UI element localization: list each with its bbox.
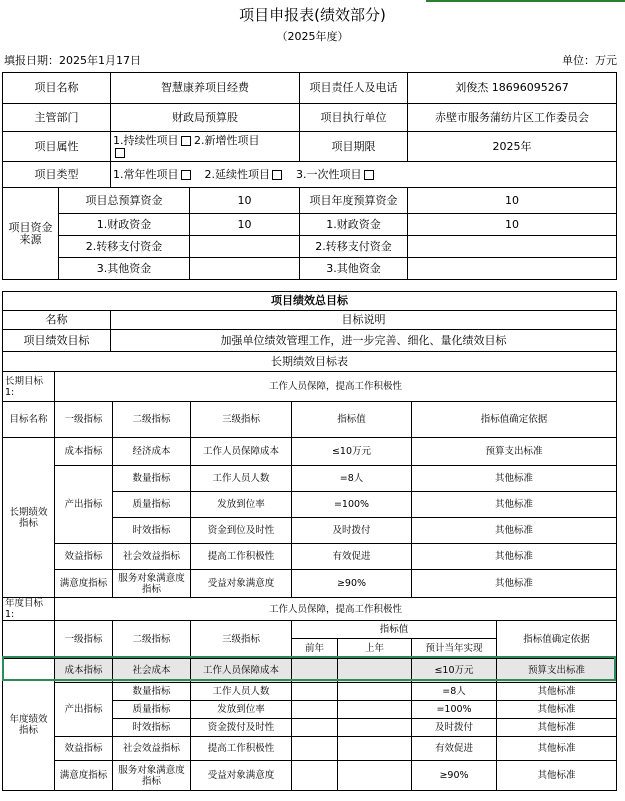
exec-label: 项目执行单位 [300, 104, 408, 132]
year-transfer-cell[interactable] [408, 236, 617, 258]
funds-label: 项目资金来源 [3, 188, 59, 280]
an-prev[interactable] [292, 737, 338, 761]
lt-value[interactable]: 及时拨付 [292, 518, 412, 544]
table-row [3, 737, 617, 761]
type-label: 项目类型 [3, 162, 111, 188]
table-row [3, 761, 617, 791]
type-option-3: 3.一次性项目 [296, 167, 362, 181]
lt-l1: 产出指标 [55, 466, 113, 544]
lt-header-basis: 指标值确定依据 [412, 402, 617, 438]
year-fin-label: 1.财政资金 [300, 214, 408, 236]
an-l2: 数量指标 [113, 683, 191, 701]
lt-header-l3: 三级指标 [191, 402, 292, 438]
an-header-blank [3, 621, 55, 659]
lt-basis[interactable]: 其他标准 [412, 570, 617, 598]
lt-l1: 满意度指标 [55, 570, 113, 598]
year-transfer-label: 2.转移支付资金 [300, 236, 408, 258]
lt-l2: 服务对象满意度指标 [113, 570, 191, 598]
table-row [3, 683, 617, 701]
lt-l2: 社会效益指标 [113, 544, 191, 570]
year-budget-cell[interactable]: 10 [408, 188, 617, 214]
fin-label: 1.财政资金 [59, 214, 190, 236]
checkbox-icon[interactable] [181, 170, 191, 180]
an-prev[interactable] [292, 683, 338, 701]
an-last[interactable] [338, 683, 412, 701]
an-l2: 时效指标 [113, 719, 191, 737]
other-cell[interactable] [190, 258, 300, 280]
table-row [3, 544, 617, 570]
lt-header-value: 指标值 [292, 402, 412, 438]
annual-goal-text[interactable]: 工作人员保障，提高工作积极性 [55, 598, 617, 621]
lt-value[interactable]: =8人 [292, 466, 412, 492]
dept-cell[interactable]: 财政局预算股 [111, 104, 300, 132]
year-fin-cell[interactable]: 10 [408, 214, 617, 236]
fin-cell[interactable]: 10 [190, 214, 300, 236]
period-cell[interactable]: 2025年 [408, 132, 617, 162]
lt-l3: 资金到位及时性 [191, 518, 292, 544]
an-header-l3: 三级指标 [191, 621, 292, 659]
an-l1: 满意度指标 [55, 761, 113, 791]
overall-section-title: 项目绩效总目标 [3, 292, 617, 311]
an-l1: 效益指标 [55, 737, 113, 761]
project-info-table [2, 72, 617, 280]
page-subtitle: （2025年度） [276, 30, 349, 43]
transfer-cell[interactable] [190, 236, 300, 258]
an-l2: 服务对象满意度指标 [113, 761, 191, 791]
fill-date: 填报日期：2025年1月17日 [4, 54, 141, 67]
lt-value[interactable]: 有效促进 [292, 544, 412, 570]
lt-basis[interactable]: 预算支出标准 [412, 438, 617, 466]
an-header-expect: 预计当年实现 [412, 639, 497, 659]
an-header-l1: 一级指标 [55, 621, 113, 659]
lt-l2: 经济成本 [113, 438, 191, 466]
annual-table [2, 597, 617, 791]
lt-l1: 成本指标 [55, 438, 113, 466]
an-group-label: 年度绩效指标 [3, 659, 55, 791]
total-budget-cell[interactable]: 10 [190, 188, 300, 214]
an-l3: 资金拨付及时性 [191, 719, 292, 737]
lt-l3: 受益对象满意度 [191, 570, 292, 598]
lt-basis[interactable]: 其他标准 [412, 492, 617, 518]
an-l2: 社会成本 [113, 659, 191, 683]
an-l1: 成本指标 [55, 659, 113, 683]
lt-l3: 工作人员保障成本 [191, 438, 292, 466]
attr-cell[interactable] [111, 132, 300, 162]
unit-label: 单位：万元 [562, 54, 617, 67]
an-last[interactable] [338, 737, 412, 761]
lt-basis[interactable]: 其他标准 [412, 518, 617, 544]
other-label: 3.其他资金 [59, 258, 190, 280]
overall-goal-table [2, 291, 617, 372]
an-basis[interactable]: 其他标准 [497, 701, 617, 719]
attr-option-2: 2.新增性项目 [194, 133, 260, 147]
lt-l3: 提高工作积极性 [191, 544, 292, 570]
type-option-2: 2.延续性项目 [204, 167, 270, 181]
lt-value[interactable]: ≥90% [292, 570, 412, 598]
an-l3: 提高工作积极性 [191, 737, 292, 761]
an-value[interactable]: =100% [412, 701, 497, 719]
an-last[interactable] [338, 659, 412, 683]
lt-l1: 效益指标 [55, 544, 113, 570]
lt-basis[interactable]: 其他标准 [412, 544, 617, 570]
table-row [3, 570, 617, 598]
lt-header-l1: 一级指标 [55, 402, 113, 438]
an-header-prev: 前年 [292, 639, 338, 659]
an-last[interactable] [338, 701, 412, 719]
checkbox-icon[interactable] [272, 170, 282, 180]
an-last[interactable] [338, 719, 412, 737]
lt-header-l2: 二级指标 [113, 402, 191, 438]
lt-l2: 数量指标 [113, 466, 191, 492]
year-budget-label: 项目年度预算资金 [300, 188, 408, 214]
period-label: 项目期限 [300, 132, 408, 162]
cell-cursor-edge [426, 0, 625, 2]
an-last[interactable] [338, 761, 412, 791]
longterm-goal-label: 长期目标1: [3, 372, 55, 402]
an-l2: 质量指标 [113, 701, 191, 719]
attr-label: 项目属性 [3, 132, 111, 162]
an-basis[interactable]: 其他标准 [497, 761, 617, 791]
checkbox-icon[interactable] [181, 136, 191, 146]
annual-goal-label: 年度目标1: [3, 598, 55, 621]
an-header-l2: 二级指标 [113, 621, 191, 659]
an-prev[interactable] [292, 719, 338, 737]
an-l1: 产出指标 [55, 683, 113, 737]
an-value[interactable]: ≥90% [412, 761, 497, 791]
table-row [3, 438, 617, 466]
owner-label: 项目责任人及电话 [300, 73, 408, 104]
an-basis[interactable]: 其他标准 [497, 737, 617, 761]
lt-l3: 工作人员人数 [191, 466, 292, 492]
type-cell[interactable] [111, 162, 617, 188]
goal-label: 项目绩效目标 [3, 330, 111, 352]
an-l3: 发放到位率 [191, 701, 292, 719]
lt-value[interactable]: ≤10万元 [292, 438, 412, 466]
table-row [3, 659, 617, 683]
an-basis[interactable]: 其他标准 [497, 719, 617, 737]
dept-label: 主管部门 [3, 104, 111, 132]
an-l2: 社会效益指标 [113, 737, 191, 761]
project-name-label: 项目名称 [3, 73, 111, 104]
an-l3: 工作人员保障成本 [191, 659, 292, 683]
total-budget-label: 项目总预算资金 [59, 188, 190, 214]
an-l3: 受益对象满意度 [191, 761, 292, 791]
an-basis[interactable]: 其他标准 [497, 683, 617, 701]
type-option-1: 1.常年性项目 [113, 167, 179, 181]
lt-l3: 发放到位率 [191, 492, 292, 518]
page-title: 项目申报表(绩效部分) [239, 6, 386, 24]
lt-basis[interactable]: 其他标准 [412, 466, 617, 492]
desc-header: 目标说明 [111, 311, 617, 330]
an-basis[interactable]: 预算支出标准 [497, 659, 617, 683]
checkbox-icon[interactable] [364, 170, 374, 180]
name-header: 名称 [3, 311, 111, 330]
an-prev[interactable] [292, 659, 338, 683]
an-prev[interactable] [292, 701, 338, 719]
an-value[interactable]: 有效促进 [412, 737, 497, 761]
checkbox-icon[interactable] [115, 148, 125, 158]
attr-option-1: 1.持续性项目 [113, 133, 179, 147]
year-other-cell[interactable] [408, 258, 617, 280]
an-header-last: 上年 [338, 639, 412, 659]
year-other-label: 3.其他资金 [300, 258, 408, 280]
lt-l2: 质量指标 [113, 492, 191, 518]
transfer-label: 2.转移支付资金 [59, 236, 190, 258]
goal-text[interactable]: 加强单位绩效管理工作，进一步完善、细化、量化绩效目标 [111, 330, 617, 352]
lt-l2: 时效指标 [113, 518, 191, 544]
an-l3: 工作人员人数 [191, 683, 292, 701]
project-name-cell[interactable]: 智慧康养项目经费 [111, 73, 300, 104]
an-value[interactable]: =8人 [412, 683, 497, 701]
an-prev[interactable] [292, 761, 338, 791]
an-value[interactable]: ≤10万元 [412, 659, 497, 683]
longterm-goal-text[interactable]: 工作人员保障，提高工作积极性 [55, 372, 617, 402]
table-row [3, 466, 617, 492]
lt-group-label: 长期绩效指标 [3, 438, 55, 598]
lt-value[interactable]: =100% [292, 492, 412, 518]
owner-cell[interactable]: 刘俊杰 18696095267 [408, 73, 617, 104]
longterm-section-title: 长期绩效目标表 [3, 352, 617, 372]
an-header-value: 指标值 [292, 621, 497, 639]
an-header-basis: 指标值确定依据 [497, 621, 617, 659]
longterm-table [2, 371, 617, 598]
an-value[interactable]: 及时拨付 [412, 719, 497, 737]
lt-header-name: 目标名称 [3, 402, 55, 438]
exec-cell[interactable]: 赤壁市服务蒲纺片区工作委员会 [408, 104, 617, 132]
